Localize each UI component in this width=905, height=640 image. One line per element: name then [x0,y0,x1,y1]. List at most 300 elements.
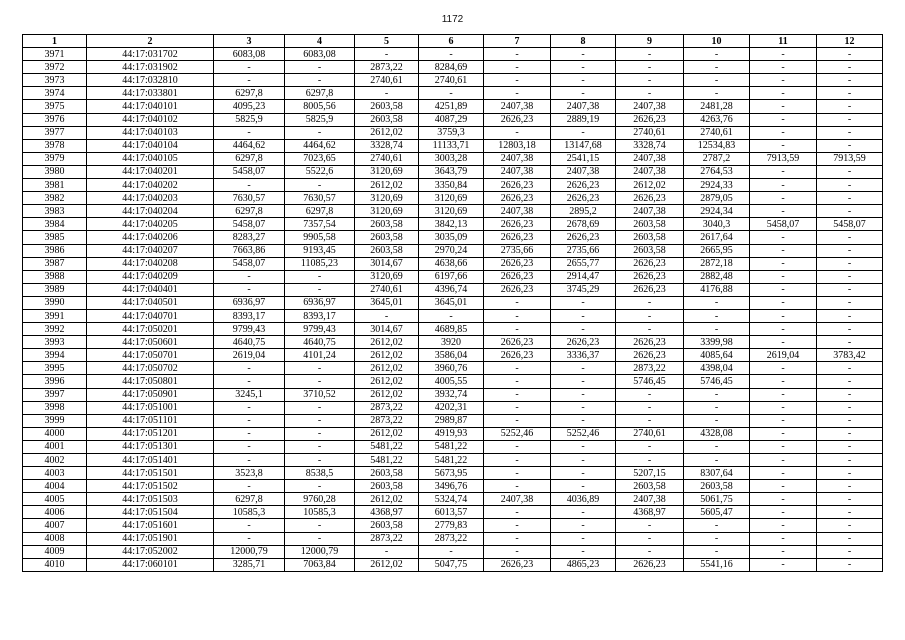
table-cell: - [750,139,817,152]
table-cell: 2740,61 [616,427,684,440]
table-cell: - [817,270,883,283]
table-cell: - [484,506,551,519]
table-cell: - [817,545,883,558]
table-cell: 2407,38 [616,205,684,218]
table-cell: 3586,04 [419,349,484,362]
table-cell: 2612,02 [355,126,419,139]
table-cell: 3328,74 [355,139,419,152]
table-cell: 2626,23 [484,558,551,571]
table-cell: - [817,532,883,545]
table-row [23,244,883,257]
table-cell: - [285,454,355,467]
table-cell: 9193,45 [285,244,355,257]
table-cell: 2626,23 [616,113,684,126]
table-cell: - [616,74,684,87]
table-cell: 44:17:040102 [87,113,214,126]
table-cell: 4010 [23,558,87,571]
table-cell: - [616,296,684,309]
table-cell: 3645,01 [419,296,484,309]
table-cell: - [750,362,817,375]
column-header: 6 [419,35,484,48]
table-cell: 2603,58 [684,480,750,493]
table-cell: 3783,42 [817,349,883,362]
table-cell: - [684,388,750,401]
table-cell: - [817,440,883,453]
table-cell: - [551,323,616,336]
table-cell: 12534,83 [684,139,750,152]
table-cell: 3350,84 [419,179,484,192]
table-cell: - [750,61,817,74]
table-cell: - [684,323,750,336]
table-cell: - [684,61,750,74]
table-cell: 2407,38 [484,165,551,178]
table-cell: 44:17:040207 [87,244,214,257]
table-cell: - [214,454,285,467]
table-cell: 2612,02 [355,558,419,571]
table-cell: 44:17:051101 [87,414,214,427]
table-cell: 3003,28 [419,152,484,165]
table-row [23,480,883,493]
table-cell: 4087,29 [419,113,484,126]
table-cell: 3972 [23,61,87,74]
table-cell: - [750,179,817,192]
table-cell: 4006 [23,506,87,519]
table-cell: - [484,401,551,414]
table-cell: 3120,69 [355,192,419,205]
table-cell: 44:17:051201 [87,427,214,440]
table-cell: - [684,87,750,100]
table-cell: 7913,59 [817,152,883,165]
table-cell: 44:17:051502 [87,480,214,493]
table-cell: 2407,38 [484,493,551,506]
table-cell: 2626,23 [484,218,551,231]
table-cell: - [419,545,484,558]
table-cell: - [551,388,616,401]
table-cell: - [285,519,355,532]
table-cell: - [817,362,883,375]
table-cell: - [817,336,883,349]
table-cell: 2612,02 [616,179,684,192]
table-cell: 3999 [23,414,87,427]
table-cell: - [750,87,817,100]
table-cell: 4464,62 [285,139,355,152]
table-cell: - [484,48,551,61]
table-row [23,231,883,244]
table-cell: - [616,414,684,427]
table-cell: 4002 [23,454,87,467]
table-cell: 6297,8 [214,205,285,218]
table-cell: - [285,126,355,139]
table-cell: 5458,07 [214,165,285,178]
table-cell: - [214,179,285,192]
table-cell: - [750,192,817,205]
table-cell: - [551,362,616,375]
table-cell: - [214,375,285,388]
table-cell: 44:17:040103 [87,126,214,139]
table-cell: 2619,04 [214,349,285,362]
table-cell: - [484,126,551,139]
table-cell: - [817,467,883,480]
table-cell: 3120,69 [419,192,484,205]
table-cell: 3645,01 [355,296,419,309]
table-cell: 3990 [23,296,87,309]
table-cell: - [214,401,285,414]
table-row [23,309,883,322]
column-header: 5 [355,35,419,48]
table-cell: 9905,58 [285,231,355,244]
table-cell: 2740,61 [684,126,750,139]
table-row [23,283,883,296]
table-cell: - [817,506,883,519]
table-cell: - [214,74,285,87]
table-cell: - [214,270,285,283]
table-cell: 2872,18 [684,257,750,270]
table-row [23,336,883,349]
table-cell: - [285,362,355,375]
table-cell: 44:17:040401 [87,283,214,296]
table-cell: - [616,545,684,558]
table-cell: 2612,02 [355,336,419,349]
table-row [23,427,883,440]
table-cell: 44:17:040208 [87,257,214,270]
table-cell: 9799,43 [214,323,285,336]
column-header: 4 [285,35,355,48]
table-cell: 44:17:051301 [87,440,214,453]
table-cell: - [285,283,355,296]
table-row [23,467,883,480]
table-cell: 12000,79 [285,545,355,558]
table-row [23,48,883,61]
table-cell: - [285,414,355,427]
table-cell: - [684,74,750,87]
table-cell: 5458,07 [214,257,285,270]
table-cell: 3973 [23,74,87,87]
table-cell: 2655,77 [551,257,616,270]
table-cell: - [551,375,616,388]
table-cell: 2735,66 [551,244,616,257]
table-cell: - [484,375,551,388]
table-cell: 2873,22 [616,362,684,375]
table-cell: 3986 [23,244,87,257]
table-cell: - [684,48,750,61]
table-cell: 4008 [23,532,87,545]
table-cell: - [817,205,883,218]
table-cell: - [484,74,551,87]
table-cell: 3980 [23,165,87,178]
table-cell: 4202,31 [419,401,484,414]
table-cell: - [750,401,817,414]
table-cell: - [817,48,883,61]
table-cell: 2626,23 [551,231,616,244]
table-cell: 13147,68 [551,139,616,152]
table-cell: 4005,55 [419,375,484,388]
table-row [23,532,883,545]
table-cell: - [355,545,419,558]
table-cell: 3328,74 [616,139,684,152]
table-cell: 2787,2 [684,152,750,165]
column-header: 1 [23,35,87,48]
table-cell: 11133,71 [419,139,484,152]
table-row [23,506,883,519]
table-cell: 3993 [23,336,87,349]
table-cell: 5252,46 [551,427,616,440]
table-cell: 2873,22 [355,401,419,414]
table-cell: 7630,57 [285,192,355,205]
table-cell: - [817,100,883,113]
table-cell: 2619,04 [750,349,817,362]
table-cell: - [551,467,616,480]
table-cell: 6297,8 [214,87,285,100]
table-cell: 4396,74 [419,283,484,296]
table-cell: - [817,309,883,322]
table-cell: 44:17:051601 [87,519,214,532]
table-cell: 44:17:031902 [87,61,214,74]
table-cell: 3745,29 [551,283,616,296]
table-cell: - [616,388,684,401]
table-cell: - [484,362,551,375]
table-cell: - [551,414,616,427]
table-cell: 6083,08 [285,48,355,61]
table-cell: 3643,79 [419,165,484,178]
table-cell: - [817,257,883,270]
table-cell: 2895,2 [551,205,616,218]
table-cell: - [684,309,750,322]
table-cell: - [750,296,817,309]
table-cell: 8393,17 [214,309,285,322]
table-cell: 2603,58 [355,519,419,532]
table-cell: 44:17:040202 [87,179,214,192]
table-cell: - [750,519,817,532]
table-cell: - [817,375,883,388]
table-cell: - [285,375,355,388]
table-cell: 5252,46 [484,427,551,440]
table-cell: 44:17:051001 [87,401,214,414]
table-cell: 4001 [23,440,87,453]
table-cell: - [355,309,419,322]
table-cell: 3035,09 [419,231,484,244]
table-cell: 4000 [23,427,87,440]
table-cell: 5746,45 [684,375,750,388]
table-cell: 4865,23 [551,558,616,571]
table-cell: 2626,23 [484,270,551,283]
table-cell: 8005,56 [285,100,355,113]
table-cell: 11085,23 [285,257,355,270]
table-cell: 3920 [419,336,484,349]
table-cell: 2407,38 [616,152,684,165]
table-cell: 2603,58 [616,480,684,493]
table-cell: - [285,401,355,414]
table-cell: 6936,97 [285,296,355,309]
table-cell: - [616,61,684,74]
table-cell: - [817,401,883,414]
table-cell: 5825,9 [214,113,285,126]
table-cell: - [551,74,616,87]
table-cell: - [817,558,883,571]
table-row [23,401,883,414]
table-cell: 7357,54 [285,218,355,231]
table-cell: 5673,95 [419,467,484,480]
table-cell: 2970,24 [419,244,484,257]
table-cell: 2626,23 [616,257,684,270]
table-cell: 2407,38 [616,165,684,178]
table-cell: - [750,113,817,126]
table-cell: 44:17:032810 [87,74,214,87]
table-row [23,179,883,192]
table-cell: 4005 [23,493,87,506]
table-cell: - [750,126,817,139]
table-cell: 2914,47 [551,270,616,283]
table-cell: 2603,58 [616,218,684,231]
table-cell: - [750,427,817,440]
table-cell: - [750,467,817,480]
table-cell: - [817,61,883,74]
table-cell: - [285,270,355,283]
table-cell: - [684,454,750,467]
table-cell: - [551,532,616,545]
table-cell: - [817,139,883,152]
table-row [23,375,883,388]
table-cell: - [285,74,355,87]
table-cell: 4004 [23,480,87,493]
table-cell: - [750,506,817,519]
table-cell: 2626,23 [551,336,616,349]
table-cell: 44:17:050601 [87,336,214,349]
table-cell: 2481,28 [684,100,750,113]
table-cell: 2626,23 [484,283,551,296]
table-cell: 6936,97 [214,296,285,309]
table-cell: 44:17:033801 [87,87,214,100]
table-cell: - [684,519,750,532]
table-cell: 7023,65 [285,152,355,165]
table-row [23,558,883,571]
table-cell: 3014,67 [355,257,419,270]
table-cell: 8393,17 [285,309,355,322]
table-cell: - [750,323,817,336]
table-cell: - [750,493,817,506]
table-cell: - [750,74,817,87]
table-cell: 4919,93 [419,427,484,440]
table-cell: - [750,414,817,427]
column-header: 9 [616,35,684,48]
table-cell: 3960,76 [419,362,484,375]
table-cell: 3975 [23,100,87,113]
table-cell: 2626,23 [616,270,684,283]
table-cell: 2924,33 [684,179,750,192]
table-cell: - [551,126,616,139]
table-cell: - [684,440,750,453]
table-cell: 2407,38 [484,205,551,218]
table-cell: - [817,414,883,427]
table-cell: 2407,38 [616,493,684,506]
table-cell: 2603,58 [355,244,419,257]
table-cell: 6083,08 [214,48,285,61]
table-row [23,218,883,231]
table-cell: 3974 [23,87,87,100]
table-cell: 44:17:050701 [87,349,214,362]
table-cell: - [750,205,817,218]
table-cell: 5458,07 [817,218,883,231]
table-cell: 44:17:040105 [87,152,214,165]
table-cell: - [214,362,285,375]
table-row [23,493,883,506]
table-cell: - [285,440,355,453]
table-cell: 2603,58 [616,231,684,244]
table-cell: 3710,52 [285,388,355,401]
table-header-row [23,35,883,48]
table-cell: - [484,309,551,322]
table-cell: 3989 [23,283,87,296]
table-cell: 44:17:040206 [87,231,214,244]
table-cell: 4009 [23,545,87,558]
table-cell: - [214,414,285,427]
table-row [23,113,883,126]
table-cell: 44:17:040701 [87,309,214,322]
column-header: 10 [684,35,750,48]
table-cell: 3523,8 [214,467,285,480]
table-cell: 3040,3 [684,218,750,231]
table-cell: - [750,532,817,545]
table-row [23,165,883,178]
table-cell: 44:17:040203 [87,192,214,205]
table-cell: 2924,34 [684,205,750,218]
table-cell: - [214,126,285,139]
table-cell: 3285,71 [214,558,285,571]
table-cell: 2626,23 [551,192,616,205]
table-cell: 3978 [23,139,87,152]
table-cell: 2735,66 [484,244,551,257]
table-row [23,349,883,362]
table-cell: 44:17:050702 [87,362,214,375]
table-cell: 44:17:051901 [87,532,214,545]
table-row [23,440,883,453]
table-cell: 3995 [23,362,87,375]
table-cell: 8283,27 [214,231,285,244]
table-cell: 2407,38 [484,100,551,113]
table-cell: 2603,58 [355,113,419,126]
table-cell: 2626,23 [484,179,551,192]
table-cell: - [484,467,551,480]
table-cell: - [616,323,684,336]
table-cell: 3842,13 [419,218,484,231]
table-cell: 44:17:060101 [87,558,214,571]
table-cell: 5481,22 [419,440,484,453]
table-row [23,139,883,152]
table-cell: 5324,74 [419,493,484,506]
table-cell: - [214,532,285,545]
table-cell: 2740,61 [616,126,684,139]
table-cell: - [817,87,883,100]
table-cell: 9760,28 [285,493,355,506]
table-cell: 44:17:040201 [87,165,214,178]
table-row [23,362,883,375]
table-cell: 2626,23 [484,257,551,270]
table-cell: 4368,97 [355,506,419,519]
column-header: 3 [214,35,285,48]
table-cell: 5458,07 [750,218,817,231]
table-cell: 6197,66 [419,270,484,283]
table-cell: 4689,85 [419,323,484,336]
table-cell: 3994 [23,349,87,362]
table-cell: - [817,388,883,401]
table-cell: - [419,48,484,61]
table-cell: - [285,532,355,545]
table-row [23,388,883,401]
table-cell: 2626,23 [484,192,551,205]
table-cell: - [817,323,883,336]
table-cell: 2603,58 [355,480,419,493]
table-cell: - [750,545,817,558]
table-cell: - [616,519,684,532]
